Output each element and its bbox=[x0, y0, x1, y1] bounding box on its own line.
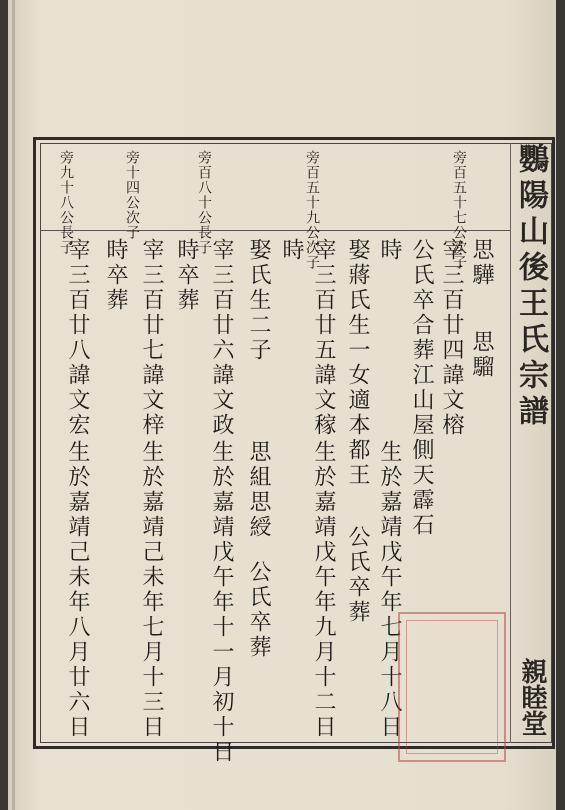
header-divider bbox=[40, 230, 510, 231]
top-note: 旁百八十公長子 bbox=[196, 150, 212, 255]
top-note: 旁百五十七公次子 bbox=[451, 150, 467, 270]
record-line: 生於嘉靖己未年八月廿六日 bbox=[65, 440, 90, 740]
record-line: 思組思綬 bbox=[246, 440, 271, 540]
record-line: 時 bbox=[377, 238, 402, 263]
record-line: 生於嘉靖戊午年七月十八日 bbox=[377, 440, 402, 740]
page-fold bbox=[12, 0, 15, 810]
seal-inner-border bbox=[406, 620, 498, 754]
record-line: 娶蔣氏生一女適本都王 bbox=[345, 238, 370, 488]
top-note: 旁百五十九公次子 bbox=[304, 150, 320, 270]
top-note: 旁十四公次子 bbox=[124, 150, 140, 240]
record-line: 生於嘉靖戊午年十一月初十日 bbox=[209, 440, 234, 765]
record-line: 思騮 bbox=[469, 330, 494, 380]
record-line: 生於嘉靖戊午年九月十二日 bbox=[311, 440, 336, 740]
red-seal-stamp bbox=[398, 612, 506, 762]
record-line: 思驊 bbox=[469, 238, 494, 288]
record-line: 時卒葬 bbox=[174, 238, 199, 313]
title-divider bbox=[510, 143, 511, 743]
record-line: 宰三百廿五諱文稼 bbox=[311, 238, 336, 438]
hall-name: 親睦堂 bbox=[517, 658, 547, 736]
record-line: 時卒葬 bbox=[103, 238, 128, 313]
genealogy-title: 鸚陽山後王氏宗譜 bbox=[513, 143, 548, 431]
record-line: 宰三百廿八諱文宏 bbox=[65, 238, 90, 438]
record-line: 娶氏生二子 bbox=[246, 238, 271, 363]
record-line: 生於嘉靖己未年七月十三日 bbox=[139, 440, 164, 740]
record-line: 公氏卒葬 bbox=[246, 560, 271, 660]
record-line: 時 bbox=[279, 238, 304, 263]
record-line: 公氏卒葬 bbox=[345, 525, 370, 625]
record-line: 宰三百廿七諱文梓 bbox=[139, 238, 164, 438]
top-note: 旁九十八公長子 bbox=[58, 150, 74, 255]
record-line: 宰三百廿六諱文政 bbox=[209, 238, 234, 438]
record-line: 宰三百廿四諱文榕 bbox=[439, 238, 464, 438]
record-line: 公氏卒合葬江山屋側天霹石 bbox=[409, 238, 434, 538]
